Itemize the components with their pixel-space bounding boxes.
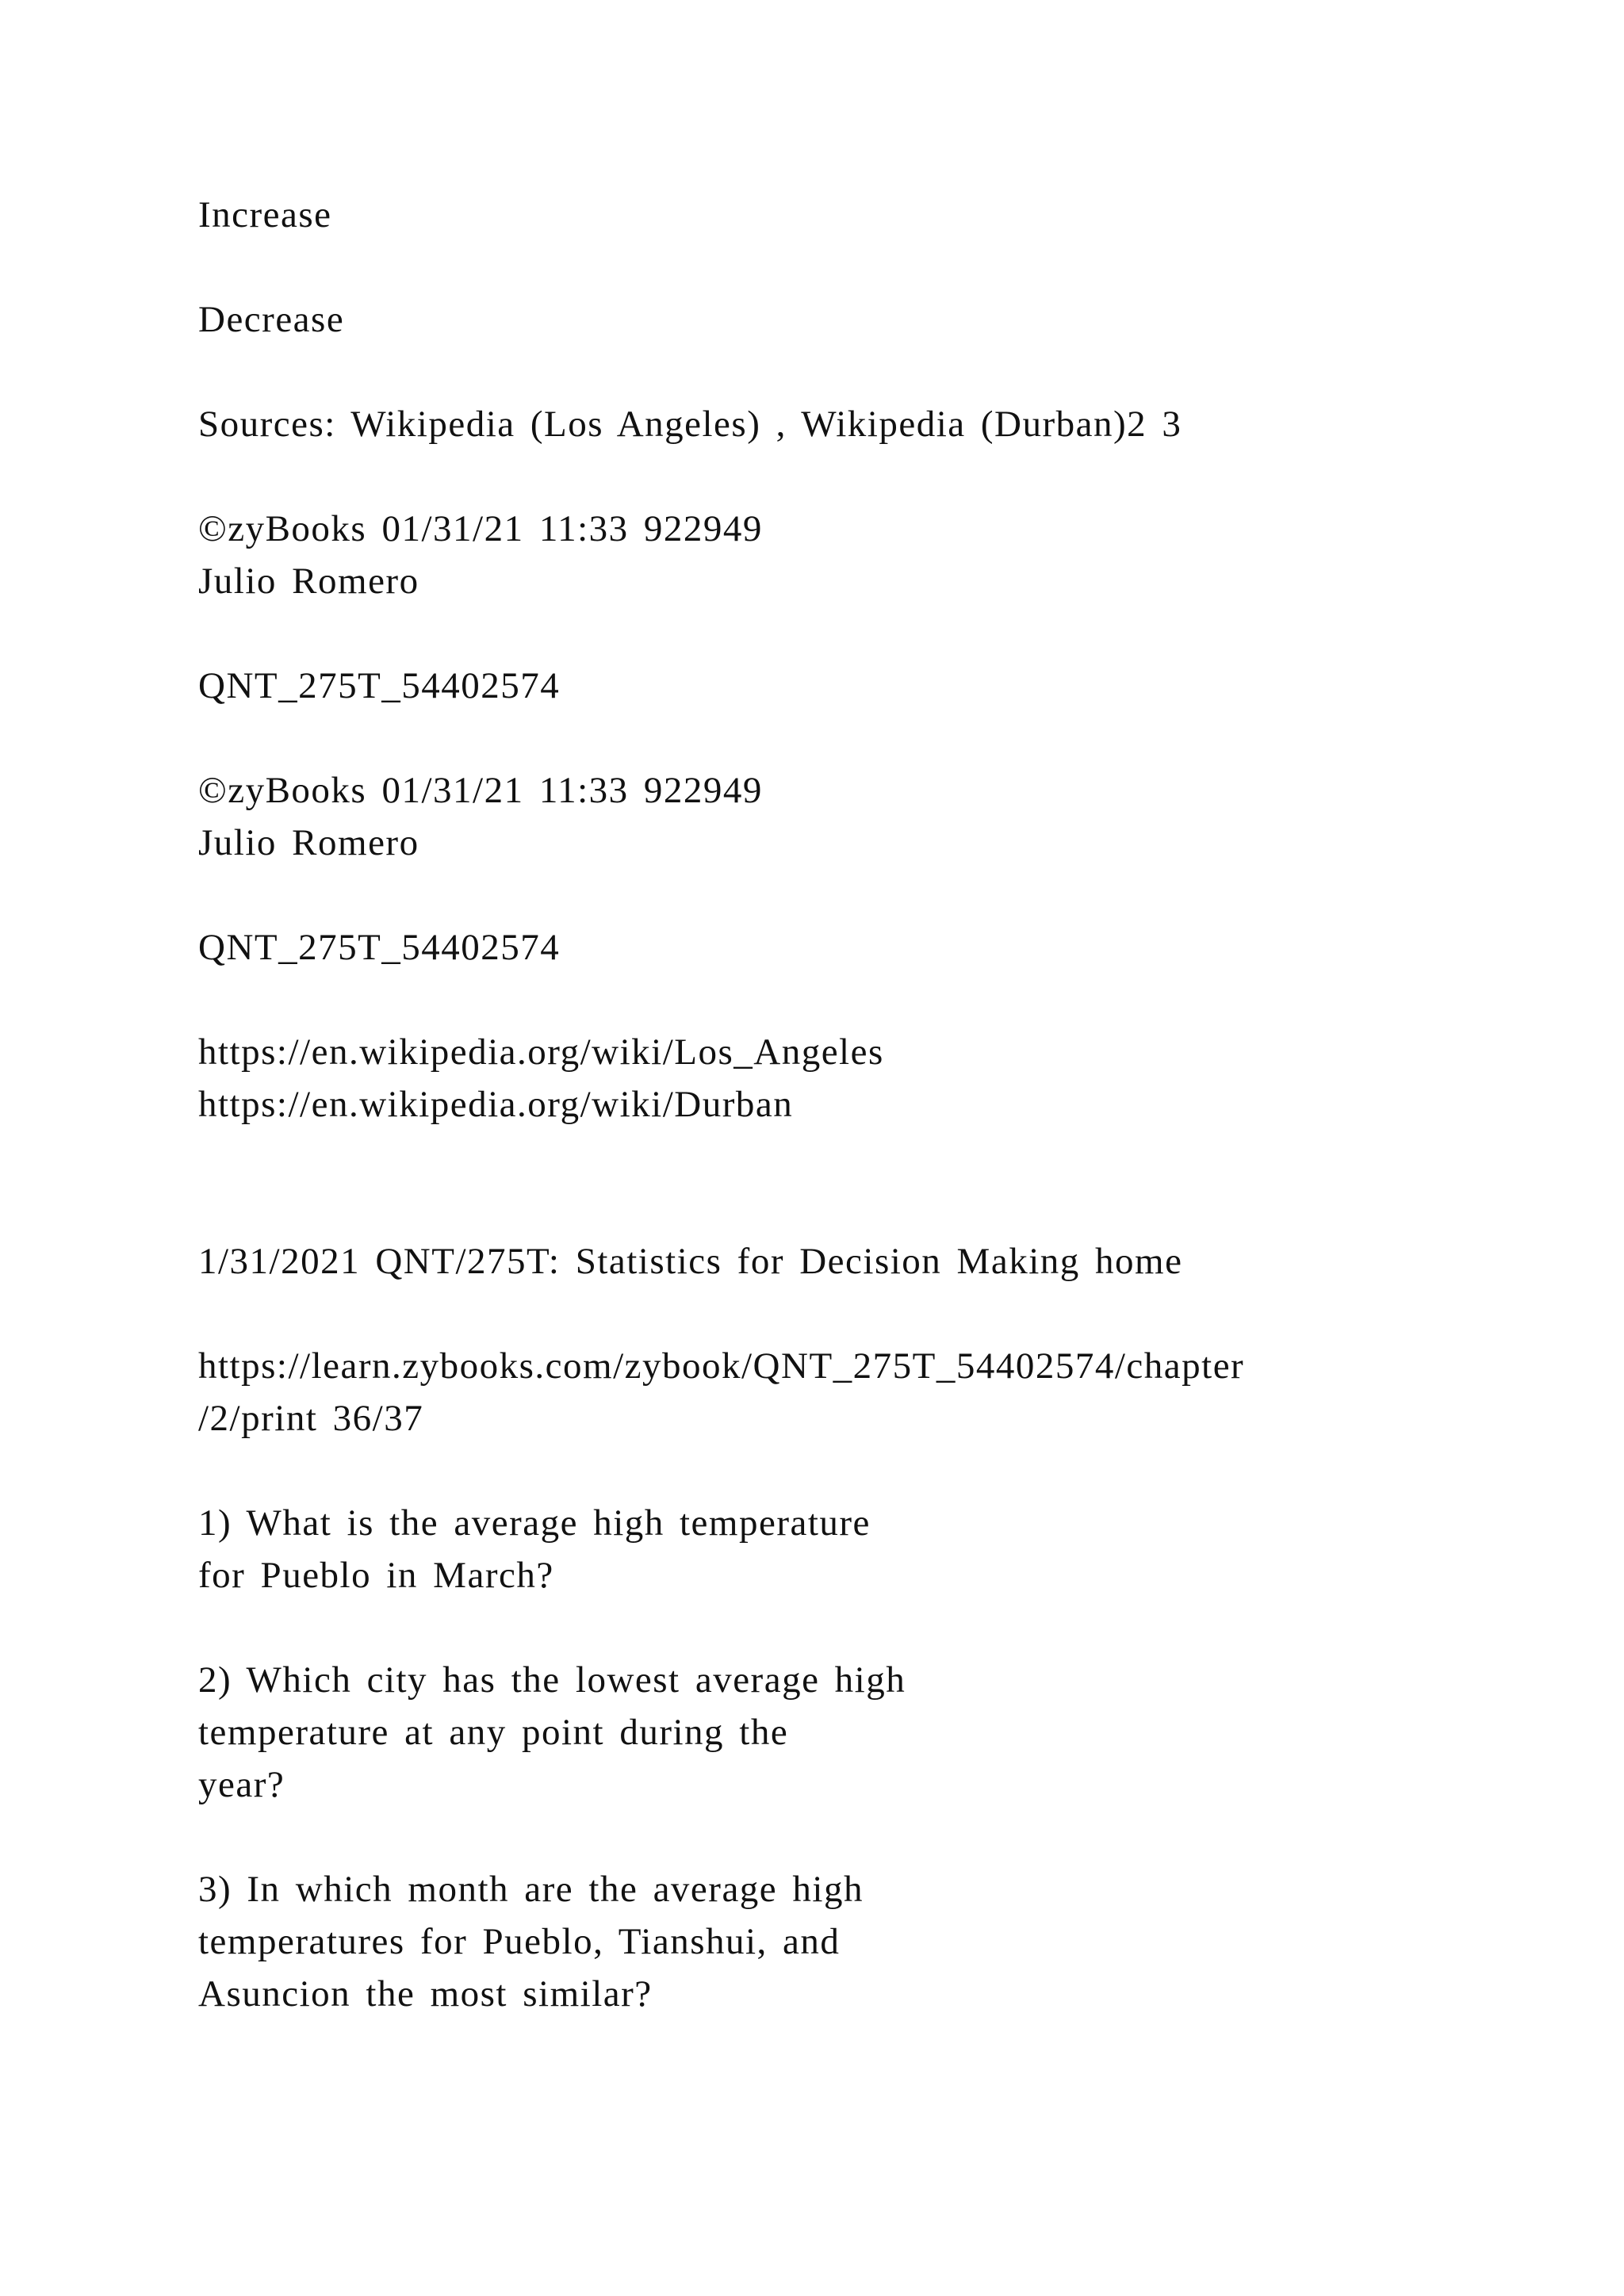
copyright-line: ©zyBooks 01/31/21 11:33 922949	[198, 770, 763, 811]
document-page	[198, 189, 1578, 2020]
question-1: 1) What is the average high temperature	[198, 1502, 871, 1544]
student-name: Julio Romero	[198, 822, 419, 863]
question-1-cont: for Pueblo in March?	[198, 1555, 554, 1596]
los-angeles-link[interactable]	[198, 1026, 1578, 1078]
sources-line: Sources: Wikipedia (Los Angeles) , Wikipedia (Durban)2 3	[198, 404, 1182, 445]
decrease-label: Decrease	[198, 299, 345, 340]
question-3-cont: temperatures for Pueblo, Tianshui, and	[198, 1921, 841, 1962]
durban-link[interactable]	[198, 1078, 1578, 1131]
los-angeles-url[interactable]: https://en.wikipedia.org/wiki/Los_Angeles	[198, 1031, 884, 1073]
question-2-cont: year?	[198, 1764, 285, 1805]
question-2: 2) Which city has the lowest average high	[198, 1659, 906, 1701]
question-2-cont: temperature at any point during the	[198, 1712, 789, 1753]
question-3-cont: Asuncion the most similar?	[198, 1973, 653, 2015]
copyright-line: ©zyBooks 01/31/21 11:33 922949	[198, 508, 763, 549]
print-url: https://learn.zybooks.com/zybook/QNT_275T_54402574/chapter	[198, 1345, 1245, 1387]
course-code: QNT_275T_54402574	[198, 927, 561, 968]
print-header: 1/31/2021 QNT/275T: Statistics for Decision Making home	[198, 1241, 1183, 1282]
increase-label: Increase	[198, 194, 332, 235]
question-3: 3) In which month are the average high	[198, 1869, 864, 1910]
student-name: Julio Romero	[198, 561, 419, 602]
durban-url[interactable]: https://en.wikipedia.org/wiki/Durban	[198, 1084, 794, 1125]
course-code: QNT_275T_54402574	[198, 665, 561, 706]
print-page-number: /2/print 36/37	[198, 1398, 424, 1439]
